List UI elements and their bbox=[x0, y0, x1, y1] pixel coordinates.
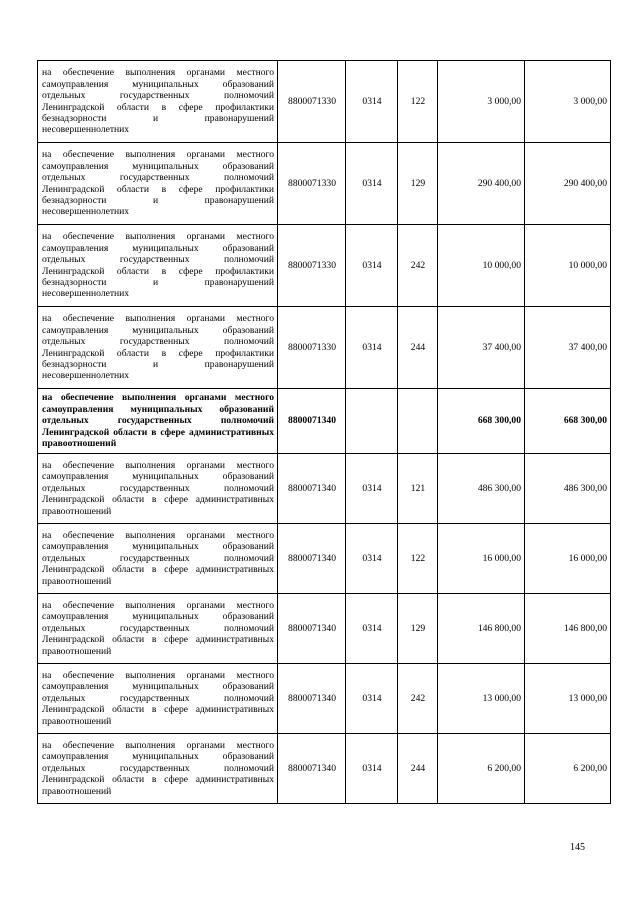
table-row bbox=[38, 454, 611, 524]
budget-table-body bbox=[38, 61, 611, 804]
amount-approved: 6 200,00 bbox=[438, 734, 525, 804]
section-code: 0314 bbox=[346, 664, 398, 734]
table-row bbox=[38, 307, 611, 389]
row-description: на обеспечение выполнения органами местного самоуправления муниципальных образований отдельных государственных полномочий Ленинградской области в сфере административных правоотношений bbox=[38, 389, 278, 454]
row-description: на обеспечение выполнения органами местного самоуправления муниципальных образований отдельных государственных полномочий Ленинградской области в сфере административных правоотношений bbox=[38, 734, 278, 804]
section-code: 0314 bbox=[346, 61, 398, 143]
amount-executed: 10 000,00 bbox=[525, 225, 611, 307]
target-article-code: 8800071330 bbox=[278, 61, 346, 143]
amount-approved: 486 300,00 bbox=[438, 454, 525, 524]
row-description: на обеспечение выполнения органами местного самоуправления муниципальных образований отдельных государственных полномочий Ленинградской области в сфере административных правоотношений bbox=[38, 664, 278, 734]
table-row bbox=[38, 594, 611, 664]
row-description: на обеспечение выполнения органами местного самоуправления муниципальных образований отдельных государственных полномочий Ленинградской области в сфере профилактики безнадзорности и правонарушений несовершеннолетних bbox=[38, 143, 278, 225]
amount-executed: 13 000,00 bbox=[525, 664, 611, 734]
target-article-code: 8800071340 bbox=[278, 454, 346, 524]
target-article-code: 8800071340 bbox=[278, 734, 346, 804]
row-description: на обеспечение выполнения органами местного самоуправления муниципальных образований отдельных государственных полномочий Ленинградской области в сфере административных правоотношений bbox=[38, 454, 278, 524]
budget-table bbox=[37, 60, 611, 804]
amount-executed: 6 200,00 bbox=[525, 734, 611, 804]
amount-executed: 37 400,00 bbox=[525, 307, 611, 389]
expense-type-code bbox=[398, 389, 438, 454]
section-code: 0314 bbox=[346, 143, 398, 225]
amount-approved: 290 400,00 bbox=[438, 143, 525, 225]
row-description: на обеспечение выполнения органами местного самоуправления муниципальных образований отдельных государственных полномочий Ленинградской области в сфере административных правоотношений bbox=[38, 524, 278, 594]
page-number: 145 bbox=[570, 842, 585, 853]
amount-approved: 37 400,00 bbox=[438, 307, 525, 389]
expense-type-code: 122 bbox=[398, 61, 438, 143]
section-code: 0314 bbox=[346, 734, 398, 804]
amount-approved: 10 000,00 bbox=[438, 225, 525, 307]
amount-executed: 3 000,00 bbox=[525, 61, 611, 143]
row-description: на обеспечение выполнения органами местного самоуправления муниципальных образований отдельных государственных полномочий Ленинградской области в сфере профилактики безнадзорности и правонарушений несовершеннолетних bbox=[38, 225, 278, 307]
table-row bbox=[38, 524, 611, 594]
expense-type-code: 129 bbox=[398, 143, 438, 225]
table-row bbox=[38, 143, 611, 225]
section-code: 0314 bbox=[346, 307, 398, 389]
section-code: 0314 bbox=[346, 594, 398, 664]
expense-type-code: 242 bbox=[398, 225, 438, 307]
amount-approved: 146 800,00 bbox=[438, 594, 525, 664]
section-code: 0314 bbox=[346, 524, 398, 594]
expense-type-code: 244 bbox=[398, 734, 438, 804]
table-row-subtotal bbox=[38, 389, 611, 454]
expense-type-code: 242 bbox=[398, 664, 438, 734]
section-code: 0314 bbox=[346, 225, 398, 307]
amount-approved: 668 300,00 bbox=[438, 389, 525, 454]
table-row bbox=[38, 225, 611, 307]
amount-approved: 16 000,00 bbox=[438, 524, 525, 594]
expense-type-code: 129 bbox=[398, 594, 438, 664]
target-article-code: 8800071330 bbox=[278, 307, 346, 389]
target-article-code: 8800071340 bbox=[278, 594, 346, 664]
target-article-code: 8800071330 bbox=[278, 143, 346, 225]
target-article-code: 8800071340 bbox=[278, 664, 346, 734]
amount-executed: 668 300,00 bbox=[525, 389, 611, 454]
section-code: 0314 bbox=[346, 454, 398, 524]
expense-type-code: 244 bbox=[398, 307, 438, 389]
section-code bbox=[346, 389, 398, 454]
row-description: на обеспечение выполнения органами местного самоуправления муниципальных образований отдельных государственных полномочий Ленинградской области в сфере административных правоотношений bbox=[38, 594, 278, 664]
expense-type-code: 121 bbox=[398, 454, 438, 524]
target-article-code: 8800071340 bbox=[278, 389, 346, 454]
amount-approved: 13 000,00 bbox=[438, 664, 525, 734]
amount-executed: 486 300,00 bbox=[525, 454, 611, 524]
amount-approved: 3 000,00 bbox=[438, 61, 525, 143]
table-row bbox=[38, 61, 611, 143]
row-description: на обеспечение выполнения органами местного самоуправления муниципальных образований отдельных государственных полномочий Ленинградской области в сфере профилактики безнадзорности и правонарушений несовершеннолетних bbox=[38, 61, 278, 143]
amount-executed: 290 400,00 bbox=[525, 143, 611, 225]
target-article-code: 8800071340 bbox=[278, 524, 346, 594]
table-row bbox=[38, 664, 611, 734]
table-row bbox=[38, 734, 611, 804]
amount-executed: 146 800,00 bbox=[525, 594, 611, 664]
amount-executed: 16 000,00 bbox=[525, 524, 611, 594]
target-article-code: 8800071330 bbox=[278, 225, 346, 307]
expense-type-code: 122 bbox=[398, 524, 438, 594]
row-description: на обеспечение выполнения органами местного самоуправления муниципальных образований отдельных государственных полномочий Ленинградской области в сфере профилактики безнадзорности и правонарушений несовершеннолетних bbox=[38, 307, 278, 389]
